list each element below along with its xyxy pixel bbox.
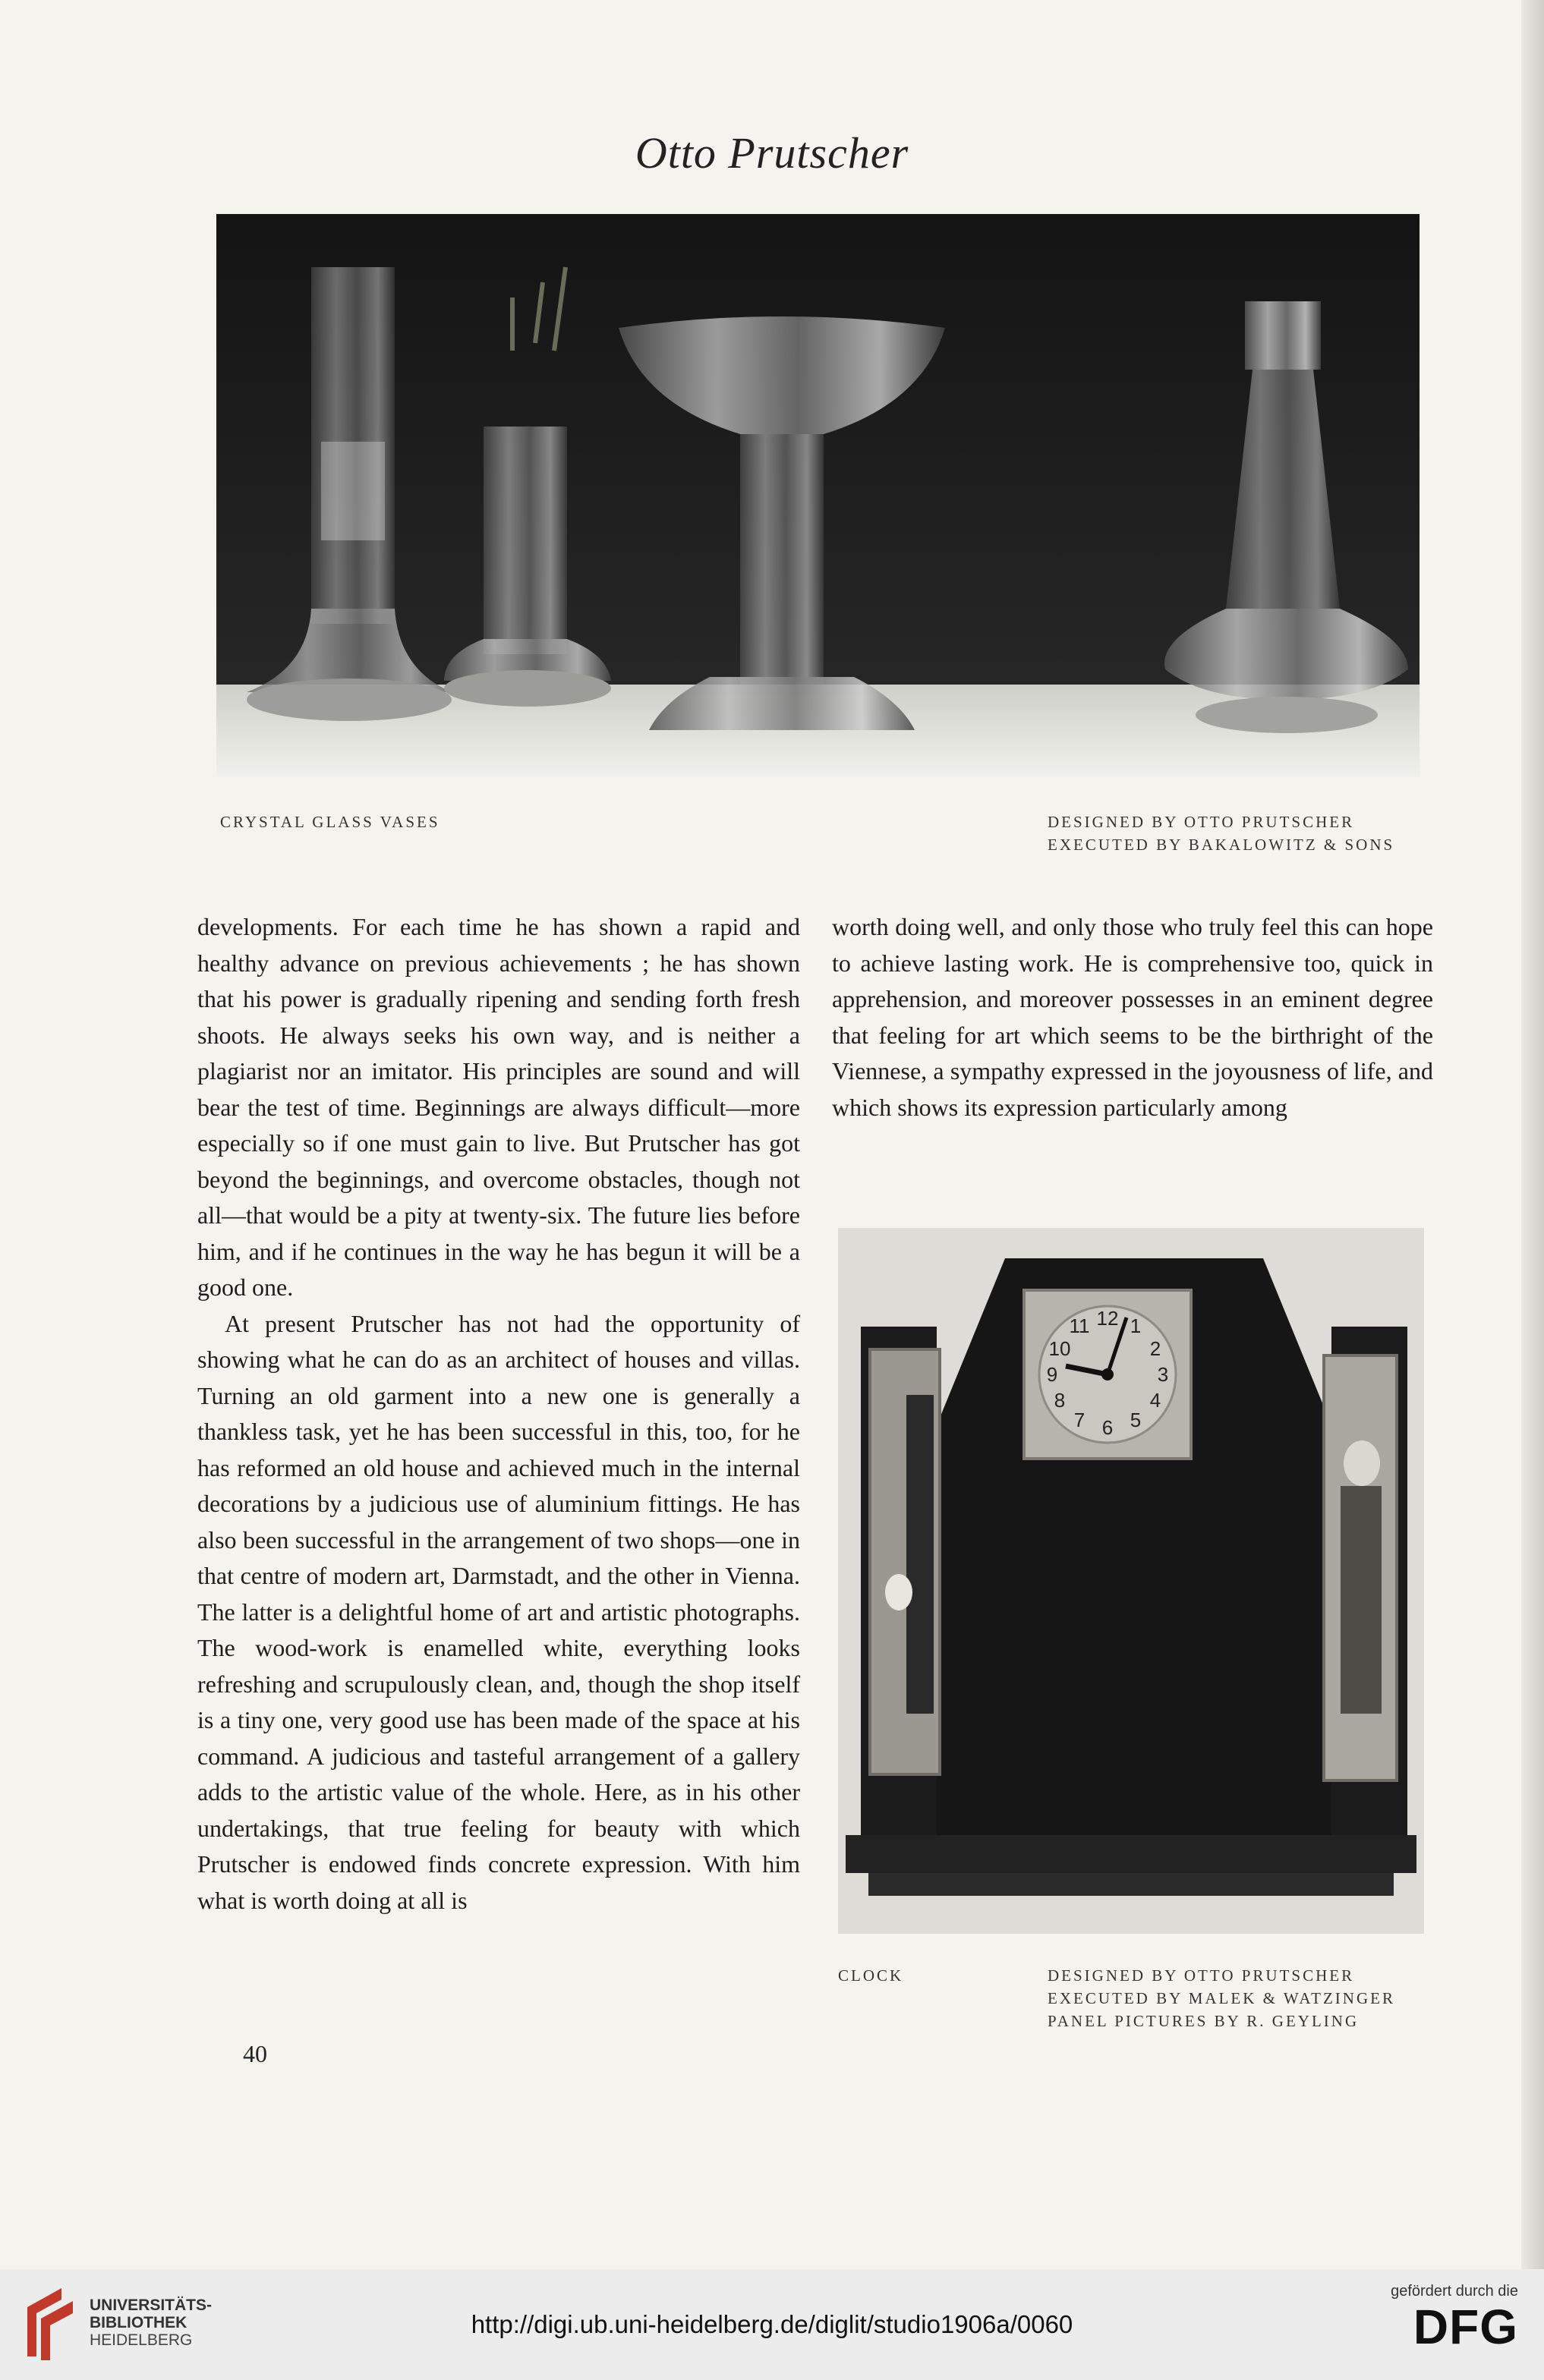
clock-photograph xyxy=(838,1228,1424,1934)
paragraph-1: developments. For each time he has shown a rapid and healthy advance on previous achievements ; he has shown that his power is gradually ripening and sending forth fresh shoots. He always seeks his own way, and is neither a plagiarist nor an imitator. His principles are sound and will bear the test of time. Beginnings are always difficult—more especially so if one must gain to live. But Prutscher has got beyond the beginnings, and overcome obstacles, though not all—that would be a pity at twenty-six. The future lies before him, and if he continues in the way he has begun it will be a good one. xyxy=(197,913,800,1301)
sponsor-note: gefördert durch die xyxy=(1391,2283,1518,2300)
clock-caption-right xyxy=(1048,1964,1395,2032)
dial-numeral-1: 1 xyxy=(1130,1314,1142,1337)
vases-illustration xyxy=(216,214,1420,777)
dial-numeral-11: 11 xyxy=(1069,1314,1090,1337)
page-number: 40 xyxy=(243,2040,267,2067)
dial-numeral-3: 3 xyxy=(1157,1363,1169,1386)
dial-numeral-2: 2 xyxy=(1149,1337,1161,1360)
page-edge-shadow xyxy=(1521,0,1544,2269)
vases-photograph xyxy=(216,214,1420,777)
clock-illustration xyxy=(838,1228,1424,1934)
clock-caption-painter: PANEL PICTURES BY R. GEYLING xyxy=(1048,2012,1360,2030)
clock-caption-designer: DESIGNED BY OTTO PRUTSCHER xyxy=(1048,1966,1355,1985)
dial-numeral-7: 7 xyxy=(1073,1409,1086,1431)
paragraph-2: At present Prutscher has not had the opportunity of showing what he can do as an architect of houses and villas. Turning an old garment into a new one is generally a thankless task, yet he has been successful in this, too, for he has reformed an old house and achieved much in the internal decorations by a judicious use of aluminium fittings. He has also been successful in the arrangement of two shops—one in that centre of modern art, Darmstadt, and the other in Vienna. The latter is a delightful home of art and artistic photographs. The wood-work is enamelled white, everything looks refreshing and scrupulously clean, and, though the shop itself is a tiny one, very good use has been made of the space at his command. A judicious and tasteful arrangement of a gallery adds to the artistic value of the whole. Here, as in his other undertakings, that true feeling for beauty with which Prutscher is endowed finds concrete expression. With him what is worth doing at all is xyxy=(197,1309,800,1914)
dial-numeral-9: 9 xyxy=(1046,1363,1058,1386)
dial-numeral-8: 8 xyxy=(1054,1389,1066,1412)
paragraph-3: worth doing well, and only those who truly feel this can hope to achieve lasting work. He is comprehensive too, quick in apprehension, and moreover possesses in an eminent degree that feeling for art which seems to be the birthright of the Viennese, a sympathy expressed in the joyousness of life, and which shows its expression particularly among xyxy=(832,913,1433,1121)
vases-caption-right xyxy=(1048,811,1394,856)
library-name-line2: BIBLIOTHEK xyxy=(90,2314,187,2331)
clock-caption-left: CLOCK xyxy=(838,1966,904,1985)
left-text-column xyxy=(197,909,800,1919)
vases-caption-designer: DESIGNED BY OTTO PRUTSCHER xyxy=(1048,813,1355,831)
library-name-line3: HEIDELBERG xyxy=(90,2331,193,2349)
right-text-column xyxy=(832,909,1433,1125)
dial-numeral-6: 6 xyxy=(1101,1416,1114,1439)
sponsor-block xyxy=(1391,2283,1518,2353)
running-head: Otto Prutscher xyxy=(635,128,909,178)
clock-caption-maker: EXECUTED BY MALEK & WATZINGER xyxy=(1048,1989,1395,2007)
dial-numeral-10: 10 xyxy=(1048,1337,1071,1360)
digitization-footer xyxy=(0,2269,1544,2380)
dial-numeral-5: 5 xyxy=(1130,1409,1142,1431)
dfg-logo: DFG xyxy=(1413,2300,1518,2354)
permalink-url[interactable]: http://digi.ub.uni-heidelberg.de/diglit/studio1906a/0060 xyxy=(471,2310,1073,2338)
library-name-line1: UNIVERSITÄTS- xyxy=(90,2297,213,2314)
dial-numeral-4: 4 xyxy=(1149,1389,1161,1412)
dial-numeral-12: 12 xyxy=(1096,1307,1119,1330)
vases-caption-maker: EXECUTED BY BAKALOWITZ & SONS xyxy=(1048,836,1395,854)
vases-caption-left: CRYSTAL GLASS VASES xyxy=(220,813,440,831)
